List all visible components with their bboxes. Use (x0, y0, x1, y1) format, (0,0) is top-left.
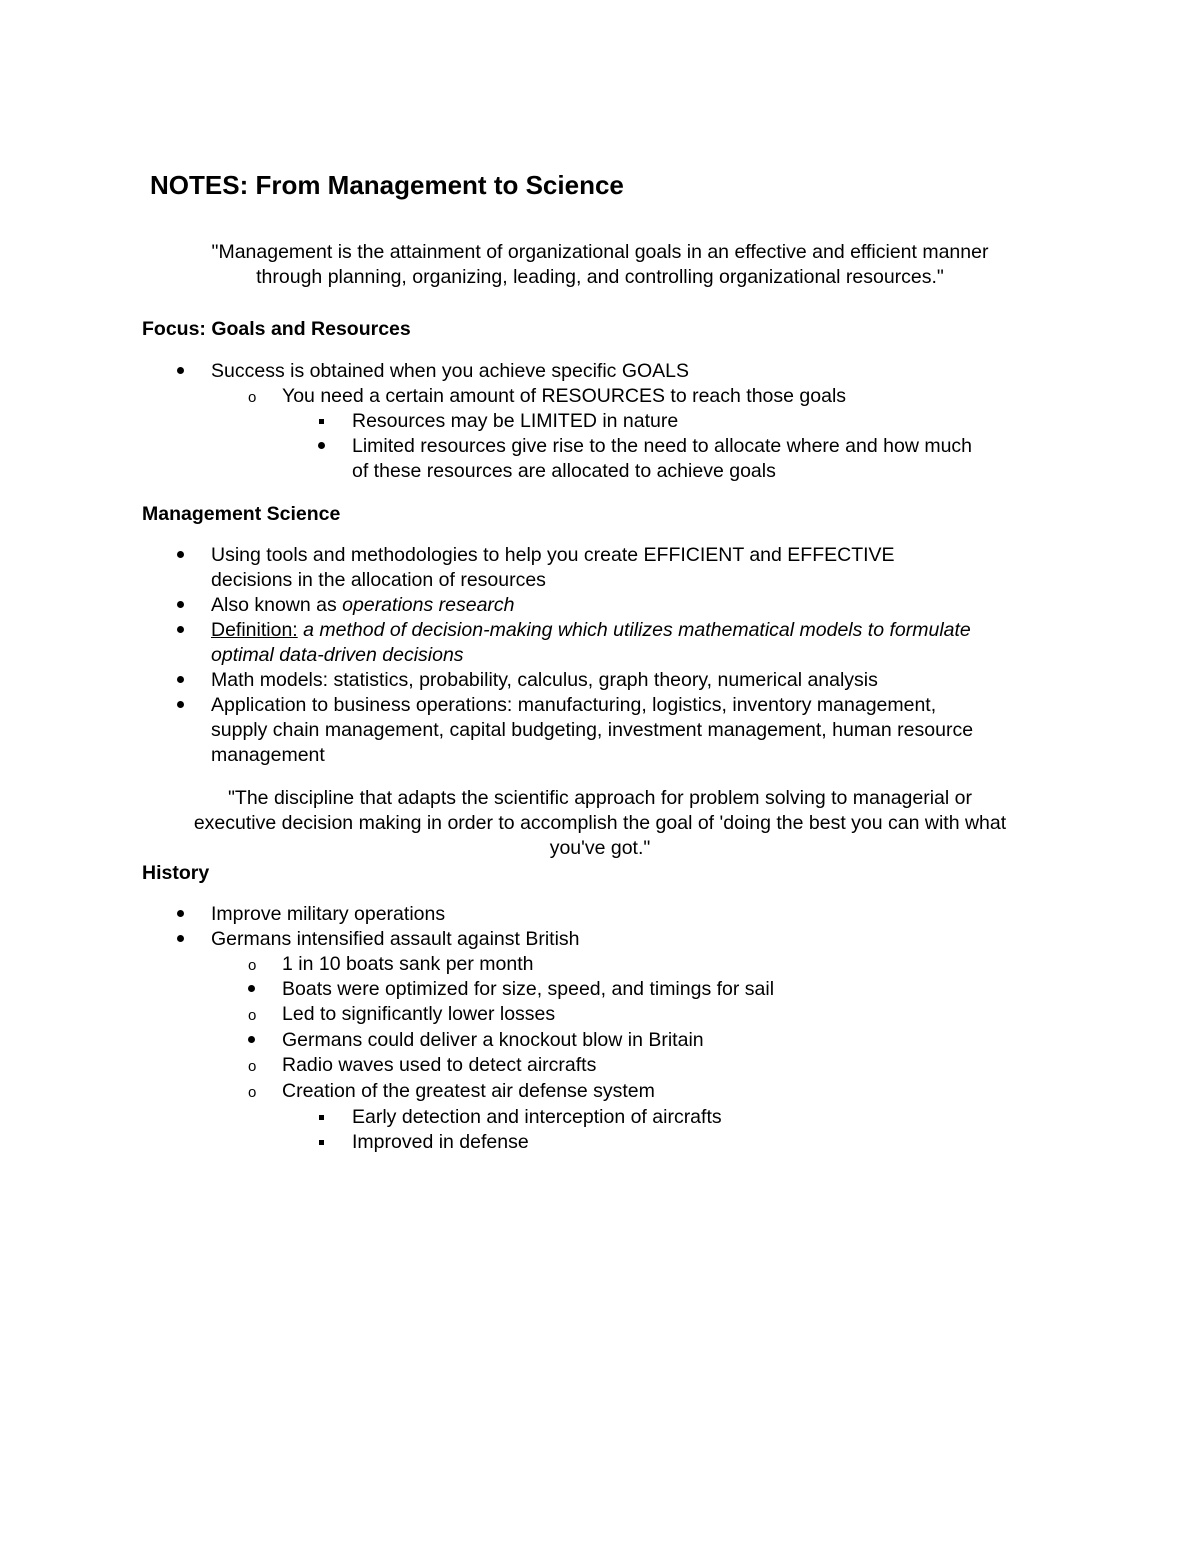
bullet-square-icon (319, 1140, 324, 1145)
bullet-circle-icon: o (248, 389, 257, 406)
bullet-dot-icon (177, 701, 184, 708)
quote-line: through planning, organizing, leading, and controlling organizational resources." (256, 266, 944, 288)
list-item: 1 in 10 boats sank per month (282, 953, 534, 975)
bullet-dot-icon (177, 367, 184, 374)
definition-text: optimal data-driven decisions (211, 644, 464, 666)
list-item: Early detection and interception of aircrafts (352, 1106, 722, 1128)
quote-line: you've got." (549, 837, 651, 859)
bullet-dot-icon (177, 551, 184, 558)
definition-text: a method of decision-making which utilizes mathematical models to formulate (297, 619, 971, 641)
section-heading-management-science: Management Science (142, 503, 341, 525)
list-item: Math models: statistics, probability, calculus, graph theory, numerical analysis (211, 669, 878, 691)
bullet-square-icon (319, 419, 324, 424)
list-item: Creation of the greatest air defense system (282, 1080, 655, 1102)
list-item: You need a certain amount of RESOURCES to reach those goals (282, 385, 847, 407)
list-item (211, 618, 971, 643)
list-item: Application to business operations: manufacturing, logistics, inventory management, (211, 694, 937, 716)
quote-line: executive decision making in order to accomplish the goal of 'doing the best you can with what (193, 812, 1007, 834)
section-heading-focus: Focus: Goals and Resources (142, 318, 411, 340)
list-item-continuation: management (211, 744, 325, 766)
bullet-dot-icon (248, 1036, 255, 1043)
bullet-dot-icon (177, 676, 184, 683)
bullet-dot-icon (177, 626, 184, 633)
item-text: Also known as (211, 594, 343, 616)
list-item-continuation: of these resources are allocated to achieve goals (352, 460, 776, 482)
management-science-quote (140, 786, 1060, 861)
management-definition-quote (140, 240, 1060, 290)
list-item: Led to significantly lower losses (282, 1003, 556, 1025)
bullet-circle-icon: o (248, 1007, 257, 1024)
list-item: Boats were optimized for size, speed, and timings for sail (282, 978, 775, 1000)
bullet-dot-icon (177, 601, 184, 608)
page-title: NOTES: From Management to Science (150, 170, 624, 200)
quote-line: "The discipline that adapts the scientific approach for problem solving to managerial or (228, 787, 972, 809)
definition-label: Definition: (211, 619, 298, 641)
list-item: Germans could deliver a knockout blow in Britain (282, 1029, 704, 1051)
list-item (211, 593, 515, 618)
list-item: Limited resources give rise to the need to allocate where and how much (352, 435, 973, 457)
bullet-circle-icon: o (248, 957, 257, 974)
list-item-continuation: supply chain management, capital budgeting, investment management, human resource (211, 719, 974, 741)
list-item: Improved in defense (352, 1131, 529, 1153)
list-item: Germans intensified assault against British (211, 928, 580, 950)
item-italic-text: operations research (342, 594, 515, 616)
list-item: Using tools and methodologies to help you create EFFICIENT and EFFECTIVE (211, 544, 895, 566)
bullet-dot-icon (248, 985, 255, 992)
section-heading-history: History (142, 862, 210, 884)
bullet-dot-icon (177, 935, 184, 942)
bullet-circle-icon: o (248, 1084, 257, 1101)
list-item: Resources may be LIMITED in nature (352, 410, 679, 432)
list-item-continuation (211, 643, 464, 668)
bullet-square-icon (319, 1115, 324, 1120)
list-item: Success is obtained when you achieve specific GOALS (211, 360, 690, 382)
bullet-dot-icon (177, 910, 184, 917)
bullet-circle-icon: o (248, 1058, 257, 1075)
bullet-dot-icon (318, 442, 325, 449)
quote-line: "Management is the attainment of organizational goals in an effective and efficient manner (211, 241, 989, 263)
list-item: Radio waves used to detect aircrafts (282, 1054, 597, 1076)
list-item: Improve military operations (211, 903, 446, 925)
list-item-continuation: decisions in the allocation of resources (211, 569, 546, 591)
